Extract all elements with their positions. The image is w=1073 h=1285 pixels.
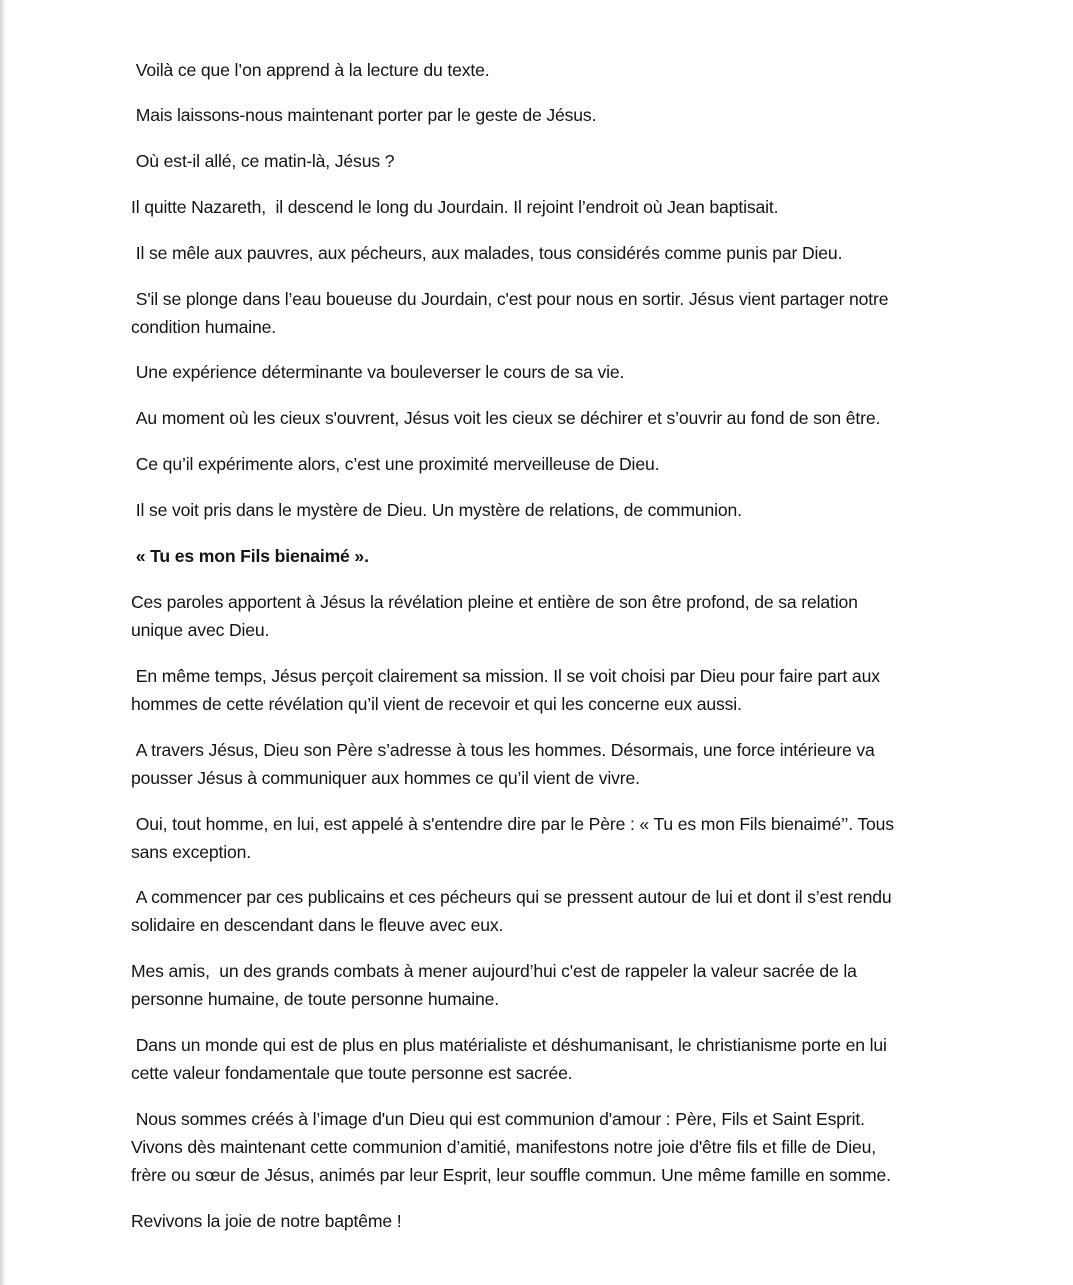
paragraph: Mes amis, un des grands combats à mener aujourd’hui c'est de rappeler la valeur sacrée de la personne humaine, de toute personne humaine. [131,961,857,1009]
paragraph: A commencer par ces publicains et ces pécheurs qui se pressent autour de lui et dont il s’est rendu solidaire en descendant dans le fleuve avec eux. [131,887,892,935]
paragraph: A travers Jésus, Dieu son Père s’adresse à tous les hommes. Désormais, une force intérieure va pousser Jésus à communiquer aux hommes ce qu’il vient de vivre. [131,740,875,788]
quote-heading: « Tu es mon Fils bienaimé ». [131,546,369,566]
paragraph: Ce qu’il expérimente alors, c’est une proximité merveilleuse de Dieu. [131,454,660,474]
paragraph: Il se mêle aux pauvres, aux pécheurs, aux malades, tous considérés comme punis par Dieu. [131,243,843,263]
paragraph: Au moment où les cieux s'ouvrent, Jésus voit les cieux se déchirer et s’ouvrir au fond de son être. [131,408,881,428]
paragraph: Où est-il allé, ce matin-là, Jésus ? [131,151,395,171]
paragraph: Nous sommes créés à l’image d'un Dieu qui est communion d'amour : Père, Fils et Saint Esprit. Vivons dès maintenant cette communion d’amitié, manifestons notre joie d'être fils et fille de Dieu, frère ou sœur de Jésus, animés par leur Esprit, leur souffle commun. Une même famille en somme. [131,1109,891,1185]
paragraph: Oui, tout homme, en lui, est appelé à s'entendre dire par le Père : « Tu es mon Fils bienaimé’’. Tous sans exception. [131,814,894,862]
paragraph: Voilà ce que l’on apprend à la lecture du texte. [131,60,490,80]
paragraph: Ces paroles apportent à Jésus la révélation pleine et entière de son être profond, de sa relation unique avec Dieu. [131,592,858,640]
paragraph: Mais laissons-nous maintenant porter par le geste de Jésus. [131,105,597,125]
paragraph: Dans un monde qui est de plus en plus matérialiste et déshumanisant, le christianisme porte en lui cette valeur fondamentale que toute personne est sacrée. [131,1035,887,1083]
paragraph: Une expérience déterminante va bouleverser le cours de sa vie. [131,362,625,382]
paragraph: En même temps, Jésus perçoit clairement sa mission. Il se voit choisi par Dieu pour faire part aux hommes de cette révélation qu’il vient de recevoir et qui les concerne eux aussi. [131,666,880,714]
paragraph: S'il se plonge dans l’eau boueuse du Jourdain, c'est pour nous en sortir. Jésus vient partager notre condition humaine. [131,289,889,337]
paragraph: Revivons la joie de notre baptême ! [131,1211,402,1231]
paragraph: Il quitte Nazareth, il descend le long du Jourdain. Il rejoint l’endroit où Jean baptisait. [131,197,779,217]
paragraph: Il se voit pris dans le mystère de Dieu. Un mystère de relations, de communion. [131,500,742,520]
